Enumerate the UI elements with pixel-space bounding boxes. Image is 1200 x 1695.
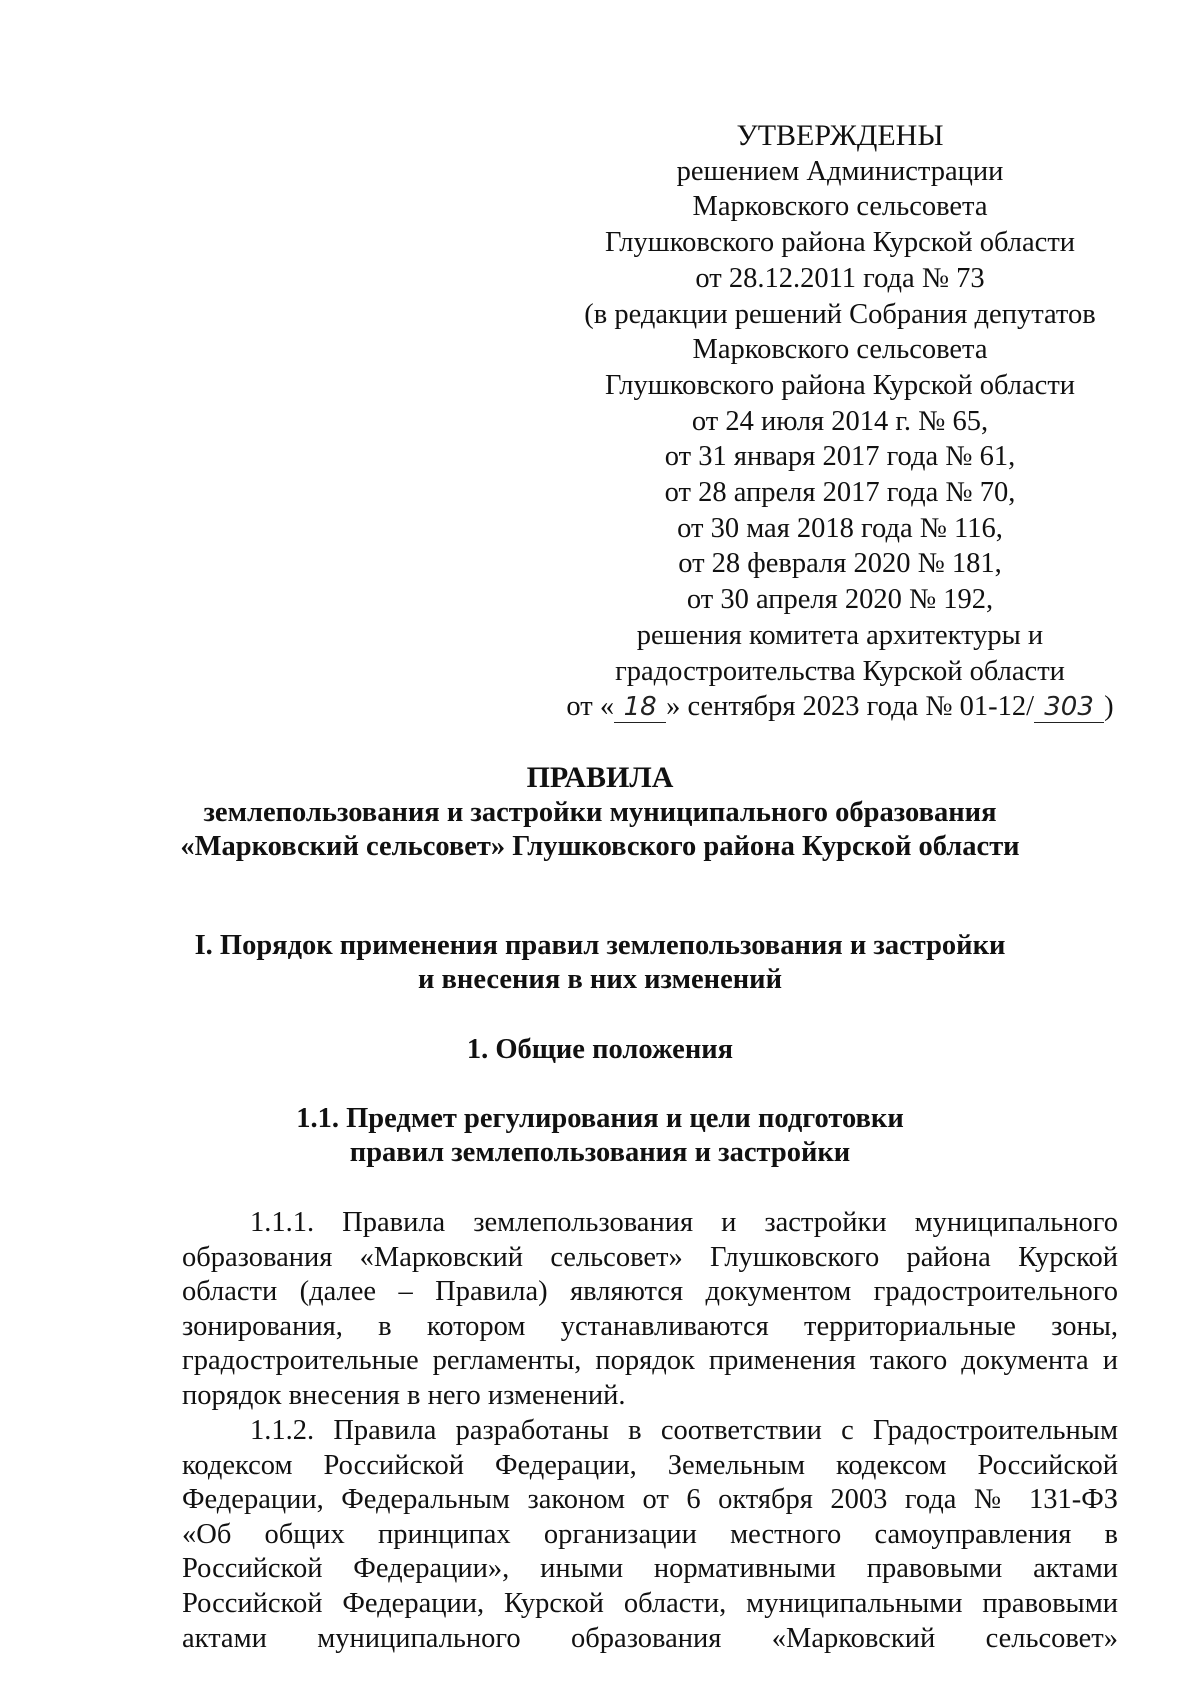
- handwritten-day: 18: [614, 690, 666, 726]
- paragraph-line: зонирования, в котором устанавливаются территориальные зоны,: [182, 1310, 1118, 1342]
- paragraph-line: 1.1.1. Правила землепользования и застройки муниципального: [250, 1207, 1118, 1238]
- paragraph-1-1-2: [182, 1414, 1118, 1656]
- approval-line: от 28 февраля 2020 № 181,: [678, 548, 1002, 580]
- approval-line: (в редакции решений Собрания депутатов: [584, 298, 1096, 330]
- subsection-heading: [100, 1102, 1100, 1170]
- paragraph-line: «Об общих принципах организации местного самоуправления в: [182, 1518, 1118, 1550]
- paragraph-line: актами муниципального образования «Марковский сельсовет»: [182, 1622, 1118, 1654]
- subsection-heading-line: правил землепользования и застройки: [349, 1137, 851, 1168]
- chapter-heading: 1. Общие положения: [466, 1034, 734, 1065]
- approval-last-suffix: ): [1104, 691, 1114, 723]
- paragraph-line: Российской Федерации», иными нормативными правовыми актами: [182, 1553, 1118, 1585]
- paragraph-line: Российской Федерации, Курской области, муниципальными правовыми: [182, 1587, 1118, 1619]
- approval-line: от 30 апреля 2020 № 192,: [686, 584, 994, 616]
- section-heading-line: и внесения в них изменений: [418, 964, 782, 995]
- approval-line: от 28.12.2011 года № 73: [695, 262, 985, 294]
- approval-line: градостроительства Курской области: [615, 655, 1065, 687]
- approval-line: от 28 апреля 2017 года № 70,: [664, 477, 1016, 509]
- handwritten-number: 303: [1034, 690, 1104, 726]
- paragraph-line: 1.1.2. Правила разработаны в соответствии с Градостроительным: [250, 1415, 1118, 1446]
- approval-last-prefix: от «: [566, 691, 615, 723]
- paragraph-line: Федерации, Федеральным законом от 6 октября 2003 года № 131-ФЗ: [182, 1484, 1118, 1516]
- approval-line: от 24 июля 2014 г. № 65,: [691, 405, 989, 437]
- document-subtitle: [100, 796, 1100, 864]
- paragraph-line: области (далее – Правила) являются документом градостроительного: [182, 1276, 1118, 1308]
- approval-line: решения комитета архитектуры и: [636, 619, 1044, 651]
- approval-line: от 31 января 2017 года № 61,: [664, 441, 1016, 473]
- subsection-heading-line: 1.1. Предмет регулирования и цели подготовки: [296, 1103, 904, 1134]
- section-heading: [100, 929, 1100, 997]
- approval-line: Глушковского района Курской области: [604, 369, 1076, 401]
- approval-stamp-block: [560, 118, 1120, 726]
- approval-last-line: [560, 689, 1120, 726]
- approval-heading: УТВЕРЖДЕНЫ: [736, 119, 944, 152]
- approval-last-middle: » сентября 2023 года № 01-12/: [666, 691, 1035, 723]
- approval-line: решением Администрации: [676, 155, 1004, 187]
- approval-line: Глушковского района Курской области: [604, 227, 1076, 259]
- subtitle-line: «Марковский сельсовет» Глушковского района Курской области: [180, 831, 1020, 862]
- paragraph-line: кодексом Российской Федерации, Земельным кодексом Российской: [182, 1449, 1118, 1481]
- paragraph-line: порядок внесения в него изменений.: [182, 1379, 626, 1411]
- approval-line: Марковского сельсовета: [692, 191, 988, 223]
- paragraph-line: градостроительные регламенты, порядок применения такого документа и: [182, 1345, 1118, 1377]
- document-title: ПРАВИЛА: [526, 761, 674, 794]
- approval-line: от 30 мая 2018 года № 116,: [677, 512, 1003, 544]
- section-heading-line: I. Порядок применения правил землепользования и застройки: [194, 930, 1006, 961]
- subtitle-line: землепользования и застройки муниципального образования: [203, 797, 997, 828]
- paragraph-1-1-1: [182, 1206, 1118, 1414]
- approval-line: Марковского сельсовета: [692, 334, 988, 366]
- paragraph-line: образования «Марковский сельсовет» Глушковского района Курской: [182, 1241, 1118, 1273]
